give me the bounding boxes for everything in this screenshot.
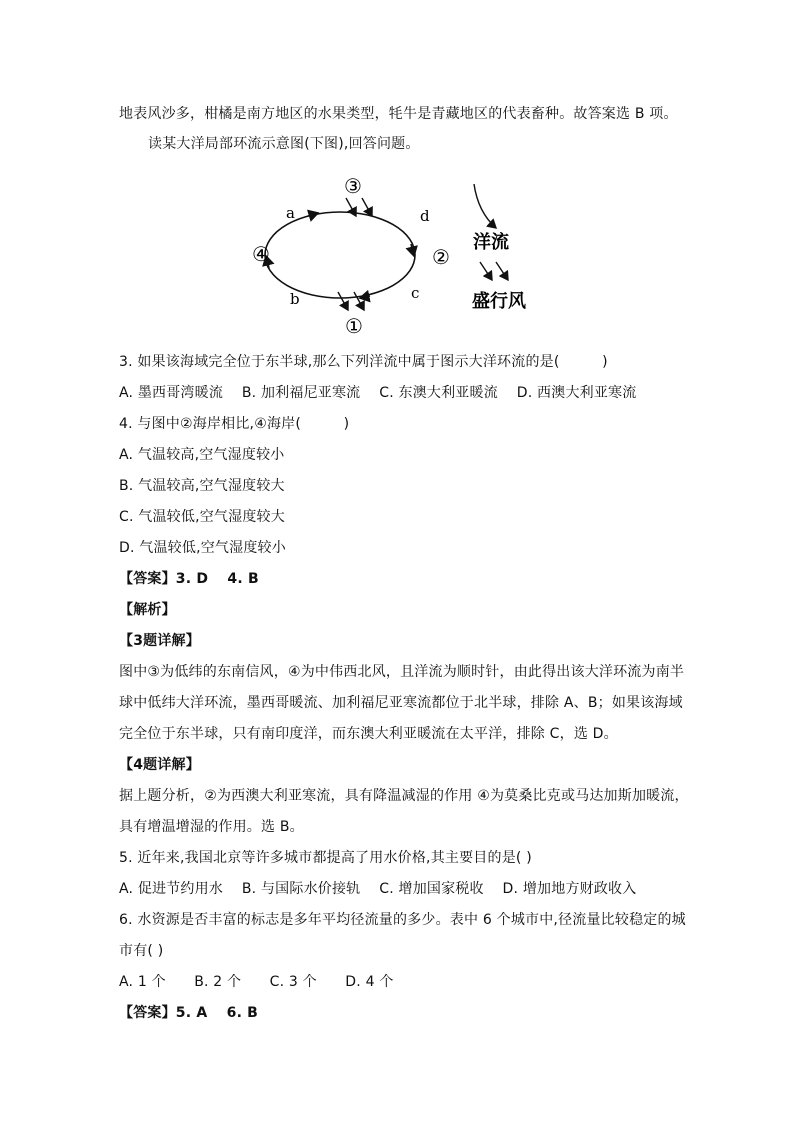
- label-2: ②: [432, 245, 450, 269]
- question-3-options: A. 墨西哥湾暖流 B. 加利福尼亚寒流 C. 东澳大利亚暖流 D. 西澳大利亚寒流: [119, 385, 637, 401]
- label-b: b: [290, 290, 300, 308]
- answer-heading-1: 【答案】3. D 4. B: [119, 571, 259, 587]
- question-4-detail-line-2: 具有增温增湿的作用。选 B。: [119, 819, 304, 835]
- wind-arrow-bottom-2: [354, 292, 364, 310]
- question-4-option-a: A. 气温较高,空气湿度较小: [119, 447, 285, 463]
- question-5-options: A. 促进节约用水 B. 与国际水价接轨 C. 增加国家税收 D. 增加地方财政收入: [119, 881, 637, 897]
- question-intro: 读某大洋局部环流示意图(下图),回答问题。: [148, 136, 420, 152]
- question-6-line-1: 6. 水资源是否丰富的标志是多年平均径流量的多少。表中 6 个城市中,径流量比较稳定的城: [119, 912, 686, 928]
- label-4: ④: [252, 242, 270, 266]
- question-3-detail-line-3: 完全位于东半球，只有南印度洋，而东澳大利亚暖流在太平洋，排除 C，选 D。: [119, 726, 618, 742]
- question-3-detail-line-2: 球中低纬大洋环流，墨西哥暖流、加利福尼亚寒流都位于北半球，排除 A、B；如果该海域: [119, 695, 683, 711]
- answer-heading-2: 【答案】5. A 6. B: [119, 1005, 259, 1021]
- question-6-line-2: 市有( ): [119, 943, 164, 959]
- wind-arrow-bottom-1: [338, 292, 348, 310]
- question-3: 3. 如果该海域完全位于东半球,那么下列洋流中属于图示大洋环流的是( ): [119, 354, 608, 370]
- legend-wind-arrow-1: [480, 262, 492, 280]
- label-a: a: [286, 204, 295, 222]
- legend-wind-arrow-2: [496, 262, 508, 280]
- label-c: c: [411, 284, 420, 302]
- question-4-option-d: D. 气温较低,空气湿度较小: [119, 540, 286, 556]
- legend-current-arrow: [474, 184, 496, 228]
- label-3: ③: [344, 174, 362, 198]
- question-4-option-c: C. 气温较低,空气湿度较大: [119, 509, 285, 525]
- legend-current-label: 洋流: [473, 232, 509, 253]
- legend-wind-label: 盛行风: [472, 291, 526, 312]
- label-d: d: [420, 207, 430, 225]
- analysis-heading: 【解析】: [119, 602, 176, 618]
- ocean-circulation-diagram: [240, 170, 540, 340]
- question-4-detail-heading: 【4题详解】: [119, 757, 200, 773]
- text-line: 地表风沙多，柑橘是南方地区的水果类型，牦牛是青藏地区的代表畜种。故答案选 B 项。: [119, 106, 678, 122]
- question-4: 4. 与图中②海岸相比,④海岸( ): [119, 416, 350, 432]
- wind-arrow-top-1: [346, 198, 356, 216]
- question-5: 5. 近年来,我国北京等许多城市都提高了用水价格,其主要目的是( ): [119, 850, 532, 866]
- label-1: ①: [345, 314, 363, 338]
- question-4-detail-line-1: 据上题分析，②为西澳大利亚寒流，具有降温减湿的作用 ④为莫桑比克或马达加斯加暖流，: [119, 788, 689, 804]
- gyre-ellipse: [265, 212, 415, 298]
- question-4-option-b: B. 气温较高,空气湿度较大: [119, 478, 285, 494]
- question-3-detail-heading: 【3题详解】: [119, 633, 200, 649]
- question-3-detail-line-1: 图中③为低纬的东南信风，④为中伟西北风，且洋流为顺时针，由此得出该大洋环流为南半: [119, 664, 685, 680]
- question-6-options: A. 1 个 B. 2 个 C. 3 个 D. 4 个: [119, 974, 394, 990]
